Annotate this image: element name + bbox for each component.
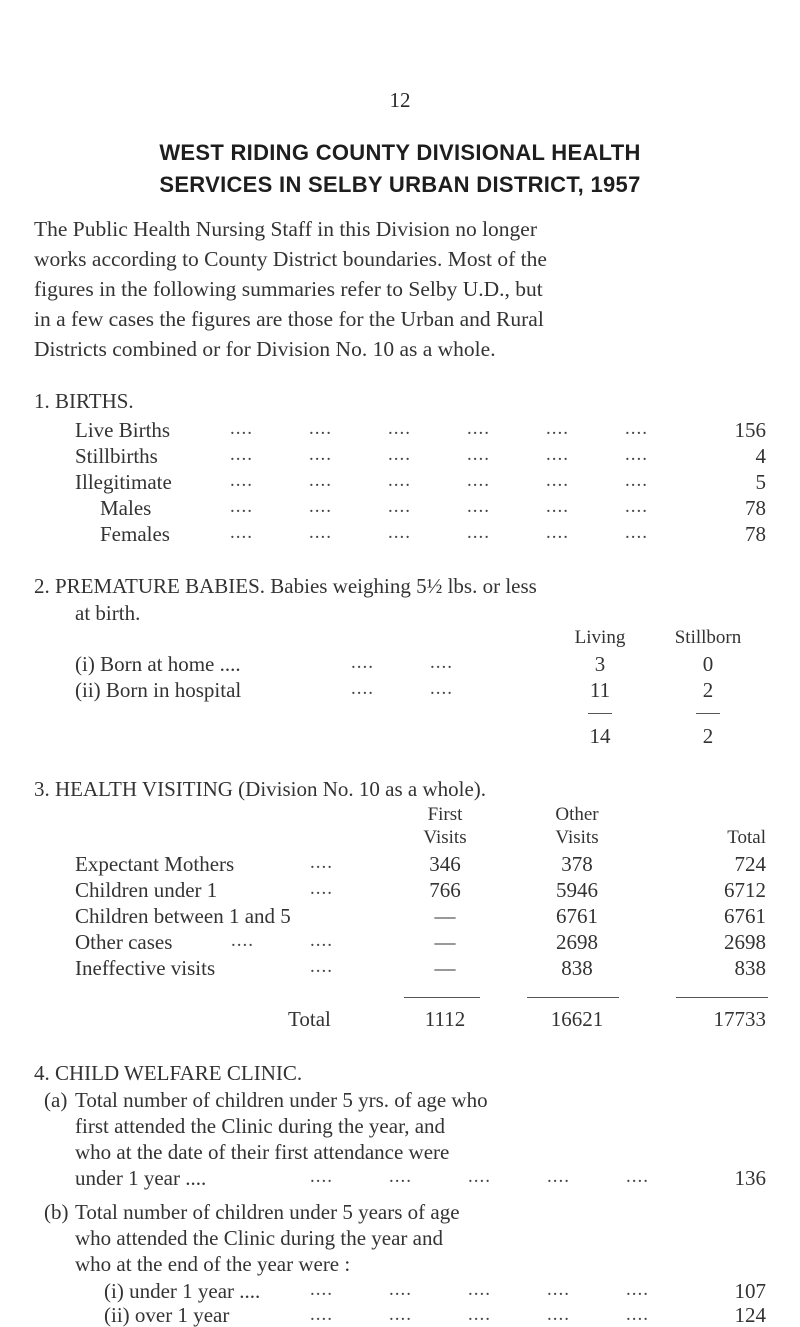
births-row-value: 78 [745, 522, 766, 546]
premature-row-label: (ii) Born in hospital [75, 678, 242, 702]
item-b-row-label: (i) under 1 year .... [104, 1279, 261, 1303]
visiting-total-first: 1112 [424, 1007, 466, 1031]
dot-leader: .... [310, 878, 333, 899]
dot-leader: .... [389, 1304, 412, 1325]
item-b-row-value: 124 [734, 1303, 766, 1327]
dot-leader: .... [546, 522, 569, 543]
dot-leader: .... [309, 496, 332, 517]
page-title-line-2: SERVICES IN SELBY URBAN DISTRICT, 1957 [159, 172, 641, 197]
col-header-living: Living [574, 627, 626, 648]
item-a-line: Total number of children under 5 yrs. of age who [75, 1088, 488, 1112]
visiting-row-label: Other cases [75, 930, 173, 954]
premature-total-stillborn: 2 [702, 724, 714, 748]
premature-heading: 2. PREMATURE BABIES. Babies weighing 5½ lbs. or less [34, 574, 537, 598]
intro-line: works according to County District boundaries. Most of the [34, 247, 547, 271]
dot-leader: .... [389, 1166, 412, 1187]
births-row-label: Live Births [75, 418, 171, 442]
col-header-stillborn: Stillborn [674, 627, 742, 648]
sum-rule [696, 713, 720, 714]
visiting-other-value: 378 [561, 852, 593, 876]
dot-leader: .... [351, 678, 374, 699]
visiting-first-dash: — [434, 904, 456, 928]
intro-line: figures in the following summaries refer to Selby U.D., but [34, 277, 543, 301]
births-row-value: 5 [755, 470, 766, 494]
dot-leader: .... [231, 930, 254, 951]
visiting-total-other: 16621 [550, 1007, 604, 1031]
dot-leader: .... [230, 444, 253, 465]
premature-row-label: (i) Born at home .... [75, 652, 241, 676]
visiting-row-label: Ineffective visits [75, 956, 216, 980]
item-marker-b: (b) [44, 1200, 69, 1224]
item-b-row-value: 107 [734, 1279, 766, 1303]
dot-leader: .... [388, 470, 411, 491]
dot-leader: .... [467, 470, 490, 491]
visiting-other-value: 5946 [556, 878, 598, 902]
dot-leader: .... [310, 956, 333, 977]
dot-leader: .... [309, 444, 332, 465]
dot-leader: .... [468, 1279, 491, 1300]
dot-leader: .... [547, 1166, 570, 1187]
births-heading: 1. BIRTHS. [34, 389, 134, 413]
sum-rule [588, 713, 612, 714]
visiting-first-value: 766 [429, 878, 461, 902]
premature-stillborn-value: 2 [702, 678, 714, 702]
dot-leader: .... [547, 1279, 570, 1300]
births-row-value: 4 [755, 444, 766, 468]
intro-line: in a few cases the figures are those for the Urban and Rural [34, 307, 544, 331]
dot-leader: .... [625, 470, 648, 491]
dot-leader: .... [310, 1166, 333, 1187]
dot-leader: .... [230, 496, 253, 517]
item-b-line: who at the end of the year were : [75, 1252, 351, 1276]
dot-leader: .... [547, 1304, 570, 1325]
visiting-total-value: 724 [734, 852, 766, 876]
dot-leader: .... [625, 418, 648, 439]
births-row-label: Males [100, 496, 152, 520]
dot-leader: .... [309, 418, 332, 439]
dot-leader: .... [310, 930, 333, 951]
item-b-row-label: (ii) over 1 year [104, 1303, 230, 1327]
dot-leader: .... [309, 522, 332, 543]
dot-leader: .... [430, 652, 453, 673]
visiting-other-value: 6761 [556, 904, 598, 928]
dot-leader: .... [388, 496, 411, 517]
births-row-label: Stillbirths [75, 444, 158, 468]
dot-leader: .... [468, 1304, 491, 1325]
visiting-other-value: 838 [561, 956, 593, 980]
dot-leader: .... [468, 1166, 491, 1187]
dot-leader: .... [309, 470, 332, 491]
sum-rule [404, 997, 480, 998]
item-a-value: 136 [734, 1166, 766, 1190]
births-row-label: Illegitimate [75, 470, 172, 494]
dot-leader: .... [626, 1304, 649, 1325]
premature-total-living: 14 [589, 724, 611, 748]
visiting-total-value: 6712 [724, 878, 766, 902]
dot-leader: .... [467, 444, 490, 465]
premature-heading-cont: at birth. [75, 601, 141, 625]
intro-line: Districts combined or for Division No. 10 as a whole. [34, 337, 496, 361]
intro-line: The Public Health Nursing Staff in this Division no longer [34, 217, 538, 241]
sum-rule [527, 997, 619, 998]
dot-leader: .... [625, 496, 648, 517]
births-row-value: 156 [734, 418, 766, 442]
visiting-first-dash: — [434, 930, 456, 954]
dot-leader: .... [230, 418, 253, 439]
dot-leader: .... [546, 470, 569, 491]
premature-living-value: 3 [594, 652, 606, 676]
visiting-total-value: 2698 [724, 930, 766, 954]
dot-leader: .... [546, 496, 569, 517]
dot-leader: .... [310, 1304, 333, 1325]
child-welfare-heading: 4. CHILD WELFARE CLINIC. [34, 1061, 303, 1085]
dot-leader: .... [310, 852, 333, 873]
premature-stillborn-value: 0 [702, 652, 714, 676]
visiting-total-label: Total [288, 1007, 331, 1031]
visiting-total-value: 838 [734, 956, 766, 980]
dot-leader: .... [310, 1279, 333, 1300]
visiting-first-value: 346 [429, 852, 461, 876]
dot-leader: .... [230, 522, 253, 543]
dot-leader: .... [388, 522, 411, 543]
dot-leader: .... [626, 1279, 649, 1300]
visiting-total-value: 6761 [724, 904, 766, 928]
col-header-first-visits: Visits [423, 827, 467, 848]
visiting-other-value: 2698 [556, 930, 598, 954]
page-number: 12 [389, 88, 411, 112]
page-title-line-1: WEST RIDING COUNTY DIVISIONAL HEALTH [159, 140, 641, 165]
dot-leader: .... [467, 418, 490, 439]
dot-leader: .... [546, 444, 569, 465]
col-header-other-visits: Visits [555, 827, 599, 848]
dot-leader: .... [230, 470, 253, 491]
dot-leader: .... [626, 1166, 649, 1187]
item-a-line: under 1 year .... [75, 1166, 207, 1190]
births-row-value: 78 [745, 496, 766, 520]
births-row-label: Females [100, 522, 170, 546]
dot-leader: .... [467, 522, 490, 543]
item-a-line: first attended the Clinic during the year, and [75, 1114, 446, 1138]
item-b-line: Total number of children under 5 years of age [75, 1200, 460, 1224]
col-header-other: Other [555, 804, 599, 825]
col-header-first: First [427, 804, 463, 825]
item-a-line: who at the date of their first attendance were [75, 1140, 450, 1164]
dot-leader: .... [467, 496, 490, 517]
dot-leader: .... [388, 418, 411, 439]
dot-leader: .... [351, 652, 374, 673]
item-marker-a: (a) [44, 1088, 68, 1112]
col-header-total: Total [727, 827, 766, 848]
health-visiting-heading: 3. HEALTH VISITING (Division No. 10 as a whole). [34, 777, 487, 801]
visiting-first-dash: — [434, 956, 456, 980]
visiting-row-label: Children between 1 and 5 [75, 904, 291, 928]
premature-living-value: 11 [589, 678, 611, 702]
dot-leader: .... [625, 444, 648, 465]
item-b-line: who attended the Clinic during the year and [75, 1226, 443, 1250]
visiting-total-total: 17733 [713, 1007, 766, 1031]
dot-leader: .... [388, 444, 411, 465]
dot-leader: .... [389, 1279, 412, 1300]
visiting-row-label: Expectant Mothers [75, 852, 235, 876]
dot-leader: .... [546, 418, 569, 439]
sum-rule [676, 997, 768, 998]
visiting-row-label: Children under 1 [75, 878, 218, 902]
dot-leader: .... [430, 678, 453, 699]
dot-leader: .... [625, 522, 648, 543]
